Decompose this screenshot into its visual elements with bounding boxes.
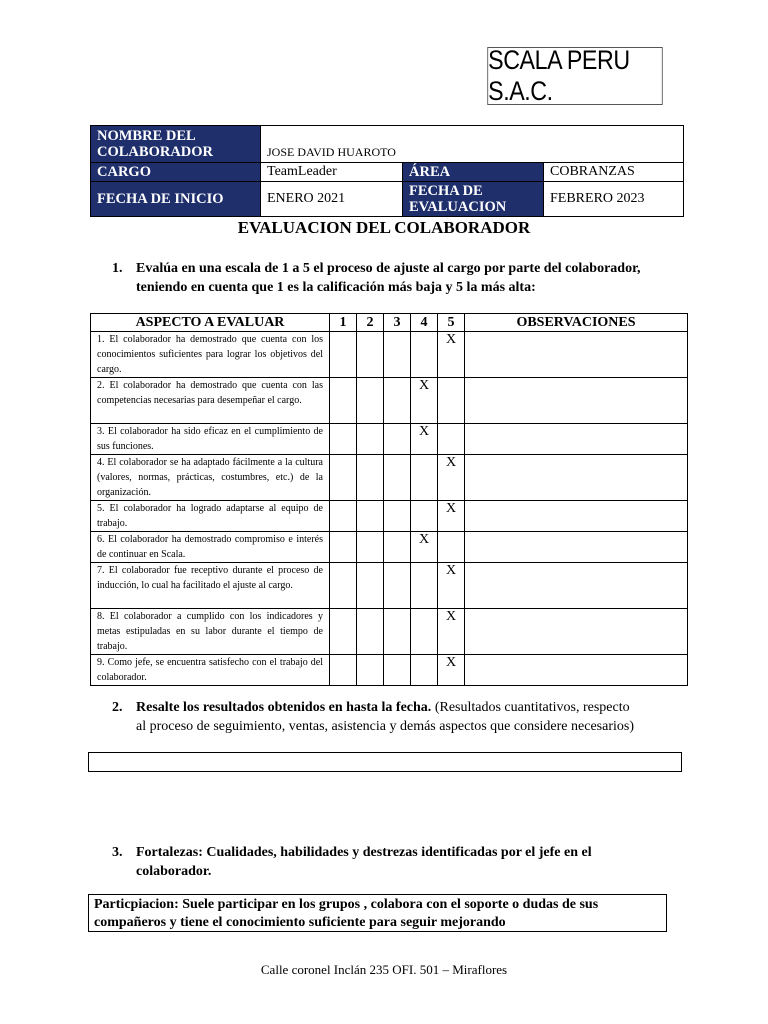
score-2-cell (357, 455, 384, 501)
question-2-number: 2. (112, 700, 123, 715)
score-4-cell: X (411, 378, 438, 424)
evaluation-row (91, 532, 688, 563)
score-2-cell (357, 501, 384, 532)
observation-cell (465, 332, 688, 378)
score-4-cell (411, 501, 438, 532)
score-4-cell (411, 455, 438, 501)
score-3-cell (384, 609, 411, 655)
results-answer-box (88, 752, 682, 772)
score-4-cell (411, 563, 438, 609)
aspect-text: 3. El colaborador ha sido eficaz en el cumplimiento de sus funciones. (91, 424, 330, 455)
header-aspecto: ASPECTO A EVALUAR (91, 314, 330, 332)
observation-cell (465, 455, 688, 501)
question-3-line1: Fortalezas: Cualidades, habilidades y destrezas identificadas por el jefe en el (136, 845, 592, 860)
header-observaciones: OBSERVACIONES (465, 314, 688, 332)
observation-cell (465, 655, 688, 686)
evaluation-row (91, 378, 688, 424)
aspect-text: 1. El colaborador ha demostrado que cuenta con los conocimientos suficientes para lograr los objetivos del cargo. (91, 332, 330, 378)
cargo-value: TeamLeader (261, 163, 403, 182)
score-5-cell: X (438, 455, 465, 501)
header-score-1: 1 (330, 314, 357, 332)
nombre-label: NOMBRE DEL COLABORADOR (91, 126, 261, 163)
score-5-cell (438, 532, 465, 563)
observation-cell (465, 563, 688, 609)
score-3-cell (384, 424, 411, 455)
score-3-cell (384, 563, 411, 609)
question-1-number: 1. (112, 261, 123, 276)
score-2-cell (357, 655, 384, 686)
score-2-cell (357, 332, 384, 378)
aspect-text: 2. El colaborador ha demostrado que cuenta con las competencias necesarias para desempeñar el cargo. (91, 378, 330, 424)
score-5-cell: X (438, 655, 465, 686)
fortalezas-line1: Particpiacion: Suele participar en los grupos , colabora con el soporte o dudas de sus (94, 897, 599, 912)
score-3-cell (384, 378, 411, 424)
score-2-cell (357, 532, 384, 563)
header-score-5: 5 (438, 314, 465, 332)
question-3 (112, 843, 692, 883)
footer-address: Calle coronel Inclán 235 OFI. 501 – Miraflores (260, 962, 508, 977)
area-label: ÁREA (403, 163, 544, 182)
evaluation-row (91, 332, 688, 378)
aspect-text: 8. El colaborador a cumplido con los indicadores y metas estipuladas en su labor durante el tiempo de trabajo. (91, 609, 330, 655)
score-1-cell (330, 455, 357, 501)
score-1-cell (330, 501, 357, 532)
cargo-label: CARGO (91, 163, 261, 182)
question-1 (112, 259, 692, 299)
evaluation-table (90, 313, 688, 686)
score-2-cell (357, 378, 384, 424)
score-5-cell: X (438, 332, 465, 378)
observation-cell (465, 609, 688, 655)
observation-cell (465, 501, 688, 532)
score-3-cell (384, 455, 411, 501)
score-4-cell (411, 609, 438, 655)
score-2-cell (357, 609, 384, 655)
inicio-value: ENERO 2021 (261, 182, 403, 217)
score-3-cell (384, 655, 411, 686)
score-3-cell (384, 501, 411, 532)
header-score-3: 3 (384, 314, 411, 332)
question-3-number: 3. (112, 845, 123, 860)
evaluation-row (91, 424, 688, 455)
score-5-cell (438, 424, 465, 455)
evaluation-row (91, 501, 688, 532)
inicio-label: FECHA DE INICIO (91, 182, 261, 217)
evaluation-row (91, 563, 688, 609)
employee-info-table (90, 125, 684, 217)
header-score-2: 2 (357, 314, 384, 332)
observation-cell (465, 424, 688, 455)
score-1-cell (330, 655, 357, 686)
fortalezas-line2: compañeros y tiene el conocimiento suficiente para seguir mejorando (94, 915, 506, 930)
logo-text: SCALA PERU S.A.C. (488, 45, 630, 106)
observation-cell (465, 378, 688, 424)
company-logo (487, 47, 662, 105)
header-score-4: 4 (411, 314, 438, 332)
score-5-cell: X (438, 563, 465, 609)
score-5-cell: X (438, 609, 465, 655)
evaluacion-label: FECHA DE EVALUACION (403, 182, 544, 217)
aspect-text: 4. El colaborador se ha adaptado fácilmente a la cultura (valores, normas, prácticas, costumbres, etc.) de la organización. (91, 455, 330, 501)
aspect-text: 6. El colaborador ha demostrado compromiso e interés de continuar en Scala. (91, 532, 330, 563)
evaluation-row (91, 455, 688, 501)
question-2-normal: (Resultados cuantitativos, respecto (431, 700, 630, 715)
evaluation-row (91, 609, 688, 655)
score-2-cell (357, 424, 384, 455)
score-1-cell (330, 424, 357, 455)
question-2-bold: Resalte los resultados obtenidos en hasta la fecha. (136, 700, 432, 715)
aspect-text: 9. Como jefe, se encuentra satisfecho con el trabajo del colaborador. (91, 655, 330, 686)
evaluacion-value: FEBRERO 2023 (544, 182, 684, 217)
observation-cell (465, 532, 688, 563)
question-1-line2: teniendo en cuenta que 1 es la calificación más baja y 5 la más alta: (136, 280, 536, 295)
aspect-text: 7. El colaborador fue receptivo durante el proceso de inducción, lo cual ha facilitado el ajuste al cargo. (91, 563, 330, 609)
question-2-line2: al proceso de seguimiento, ventas, asistencia y demás aspectos que considere necesarios) (136, 719, 634, 734)
question-1-line1: Evalúa en una escala de 1 a 5 el proceso de ajuste al cargo por parte del colaborador, (136, 261, 641, 276)
aspect-text: 5. El colaborador ha logrado adaptarse al equipo de trabajo. (91, 501, 330, 532)
score-3-cell (384, 332, 411, 378)
area-value: COBRANZAS (544, 163, 684, 182)
score-1-cell (330, 378, 357, 424)
nombre-value: JOSE DAVID HUAROTO (261, 126, 684, 163)
score-1-cell (330, 609, 357, 655)
question-2 (112, 698, 692, 738)
score-5-cell: X (438, 501, 465, 532)
score-1-cell (330, 532, 357, 563)
score-4-cell: X (411, 532, 438, 563)
score-4-cell (411, 332, 438, 378)
fortalezas-box (88, 894, 667, 932)
page-title: EVALUACION DEL COLABORADOR (237, 218, 531, 237)
score-4-cell (411, 655, 438, 686)
question-3-line2: colaborador. (136, 864, 212, 879)
score-1-cell (330, 563, 357, 609)
score-5-cell (438, 378, 465, 424)
score-3-cell (384, 532, 411, 563)
score-2-cell (357, 563, 384, 609)
score-4-cell: X (411, 424, 438, 455)
score-1-cell (330, 332, 357, 378)
evaluation-row (91, 655, 688, 686)
